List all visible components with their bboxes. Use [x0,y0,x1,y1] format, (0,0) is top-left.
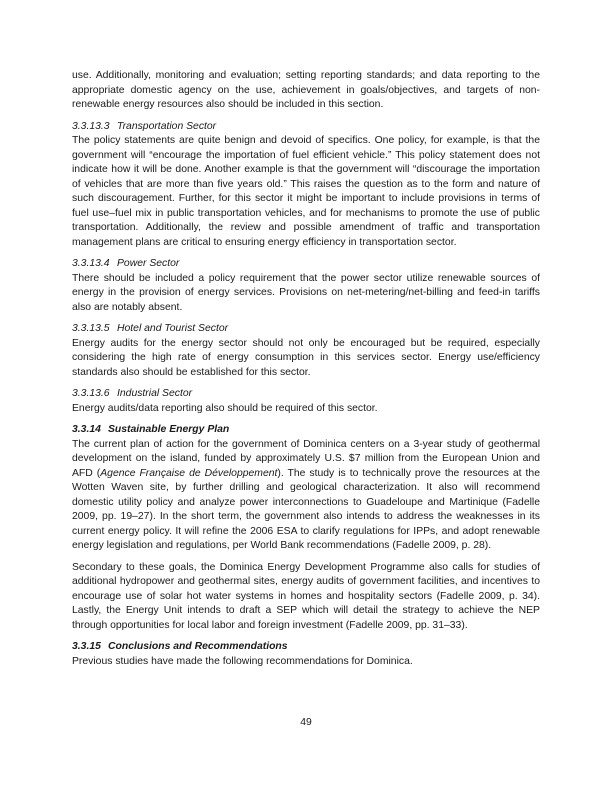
body-paragraph: Previous studies have made the following recommendations for Dominica. [72,655,413,667]
section-number: 3.3.13.6 [72,388,110,399]
section-heading-hotel-tourist-sector [72,322,540,337]
section-number: 3.3.14 [72,424,101,435]
section-heading-industrial-sector [72,387,540,402]
section-title: Sustainable Energy Plan [108,424,230,435]
section-title: Transportation Sector [117,120,217,132]
page-number: 49 [300,717,312,728]
document-body [72,69,540,676]
body-paragraph [72,438,540,554]
body-paragraph: The policy statements are quite benign and devoid of specifics. One policy, for example, is that the government will “encourage the importation of fuel efficient vehicle.” This policy statement does not indicate how it will be done. Another example is that the government will “discourage the importation of vehicles that are more than five years old.” This raises the question as to the form and nature of such discouragement. Further, for this sector it might be important to include provisions in terms of fuel use–fuel mix in public transportation vehicles, and for mechanisms to promote the use of public transportation. Additionally, the review and possible amendment of traffic and transportation management plans are critical to ensuring energy efficiency in transportation sector. [72,135,540,248]
body-paragraph: Energy audits/data reporting also should be required of this sector. [72,402,378,414]
body-paragraph: Energy audits for the energy sector should not only be encouraged but be required, especially considering the high rate of energy consumption in this services sector. Energy use/efficiency standards also should be established for this sector. [72,337,540,378]
section-title: Conclusions and Recommendations [108,641,288,652]
section-number: 3.3.13.4 [72,258,110,269]
italic-phrase: Agence Française de Développement [100,467,278,479]
section-number: 3.3.13.3 [72,120,110,132]
section-title: Power Sector [117,258,180,269]
body-paragraph: Secondary to these goals, the Dominica Energy Development Programme also calls for studies of additional hydropower and geothermal sites, energy audits of government facilities, and incentives to encourage use of solar hot water systems in homes and hospitality sectors (Fadelle 2009, p. 34). Lastly, the Energy Unit intends to draft a SEP which will detail the strategy to achieve the NEP through opportunities for local labor and foreign investment (Fadelle 2009, pp. 31–33). [72,561,540,631]
section-heading-sustainable-energy-plan [72,423,540,438]
section-title: Industrial Sector [117,388,193,399]
paragraph-text: ). The study is to technically prove the resources at the Wotten Waven site, by further drilling and geological characterization. It also will recommend domestic utility policy and analyze power interconnections to Guadeloupe and Martinique (Fadelle 2009, pp. 19–27). In the short term, the government also intends to address the weaknesses in its current energy policy. It will refine the 2006 ESA to clarify regulations for IPPs, and adopt renewable energy legislation and regulations, per World Bank recommendations (Fadelle 2009, p. 28). [72,467,540,551]
paragraph-text: The current plan of action for the government of Dominica centers on a 3-year study of geothermal development on the island, funded by approximately U.S. $7 million from the European Union and AFD ( [72,438,540,479]
section-heading-transportation-sector [72,120,540,135]
section-heading-conclusions-recommendations [72,640,540,655]
section-number: 3.3.13.5 [72,323,110,334]
section-title: Hotel and Tourist Sector [117,323,229,334]
body-paragraph: There should be included a policy requirement that the power sector utilize renewable sources of energy in the provision of energy services. Provisions on net-metering/net-billing and feed-in tariffs also are notably absent. [72,272,540,313]
section-number: 3.3.15 [72,641,101,652]
section-heading-power-sector [72,257,540,272]
intro-paragraph: use. Additionally, monitoring and evaluation; setting reporting standards; and data reporting to the appropriate domestic agency on the use, achievement in goals/objectives, and targets of non-renewable energy resources also should be included in this section. [72,70,540,110]
